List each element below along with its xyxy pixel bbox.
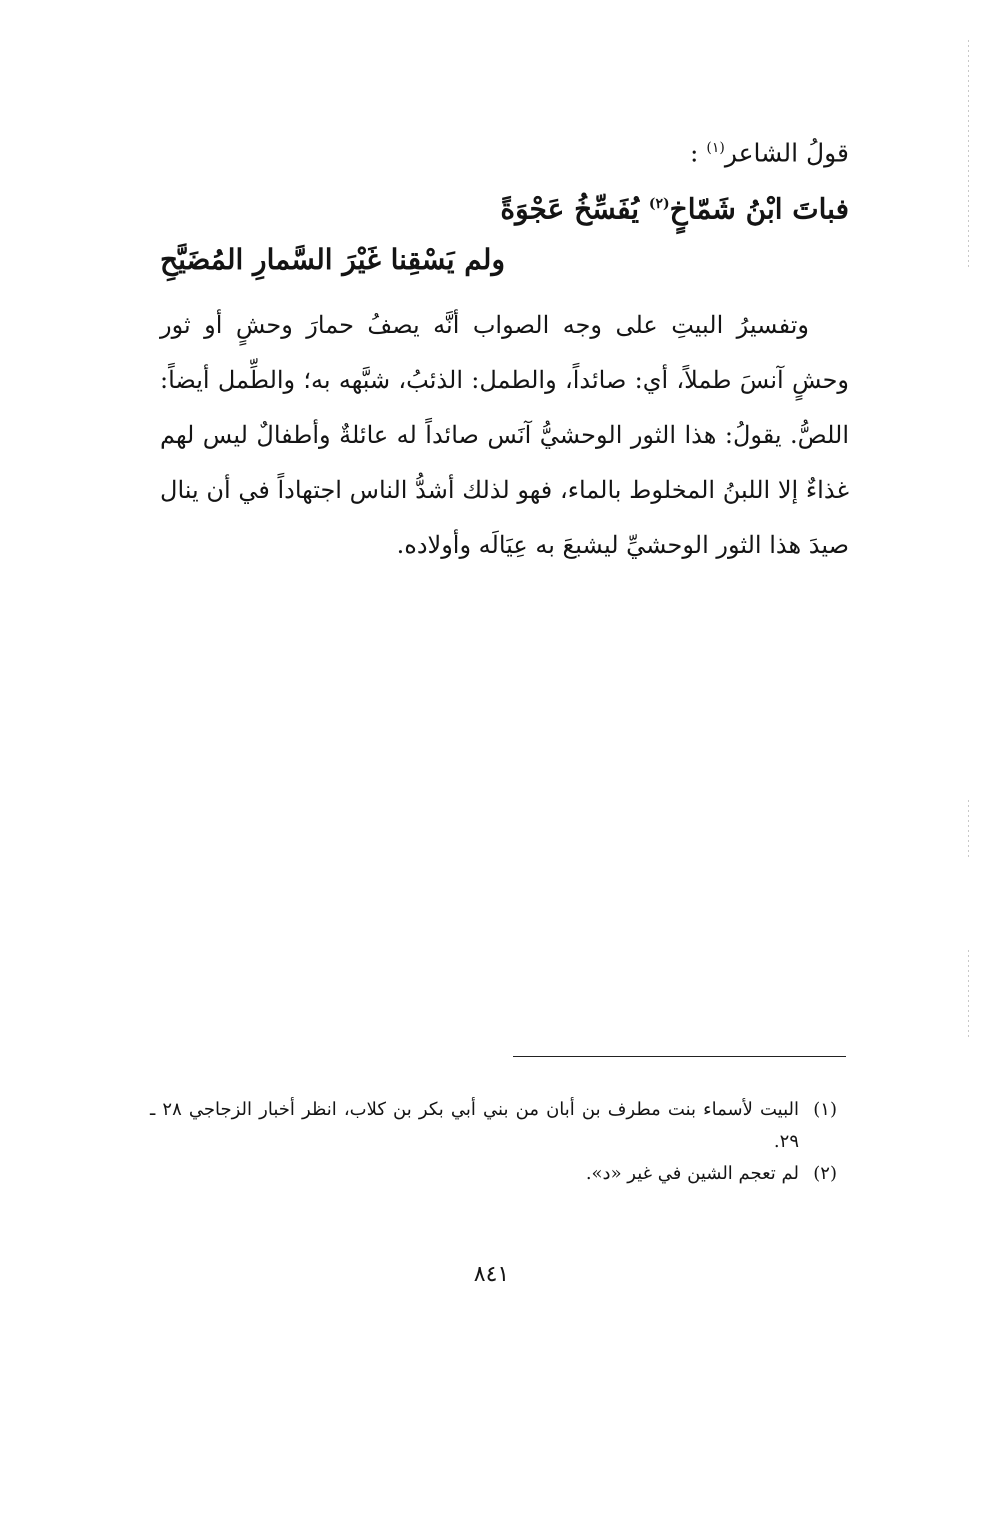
scan-edge-mark (968, 40, 969, 270)
footnote (150, 1094, 837, 1158)
commentary-paragraph: وتفسيرُ البيتِ على وجه الصواب أنَّه يصفُ حمارَ وحشٍ أو ثور وحشٍ آنسَ طملاً، أي: صائداً، والطمل: الذئبُ، شبَّهه به؛ والطِّمل أيضاً: اللصُّ. يقولُ: هذا الثور الوحشيُّ آنَس صائداً له عائلةٌ وأطفالٌ ليس لهم غذاءٌ إلا اللبنُ المخلوط بالماء، فهو لذلك أشدُّ الناس اجتهاداً في أن ينال صيدَ هذا الثور الوحشيِّ ليشبعَ به عِيَالَه وأولاده. (160, 311, 850, 559)
footnote-number: (٢) (813, 1163, 837, 1184)
footnote-separator (513, 1056, 846, 1057)
footnote-ref-1: (١) (706, 140, 725, 156)
verse-line1-part2: يُفَسِّخُ عَجْوَةً (500, 192, 649, 226)
verse-first-hemistich (160, 178, 849, 234)
footnote-text: لم تعجم الشين في غير «د». (585, 1163, 799, 1184)
footnote (150, 1158, 837, 1190)
footnote-text: البيت لأسماء بنت مطرف بن أبان من بني أبي بكر بن كلاب، انظر أخبار الزجاجي ٢٨ ـ ٢٩. (150, 1099, 799, 1152)
poem-intro (160, 128, 849, 178)
intro-suffix: : (689, 138, 707, 168)
footnotes (150, 1094, 837, 1190)
scan-edge-mark (968, 950, 969, 1040)
verse-line1-part1: فباتَ ابْنُ شَمّاخٍ (669, 192, 849, 226)
footnote-ref-2: (٢) (648, 196, 670, 212)
verse-second-hemistich: ولم يَسْقِنا غَيْرَ السَّمارِ المُضَيَّحِ (160, 243, 505, 276)
footnote-number: (١) (813, 1099, 837, 1120)
intro-text: قولُ الشاعر (724, 138, 849, 168)
scan-edge-mark (968, 800, 969, 860)
page-number: ٨٤١ (473, 1262, 510, 1287)
main-text (160, 128, 849, 573)
